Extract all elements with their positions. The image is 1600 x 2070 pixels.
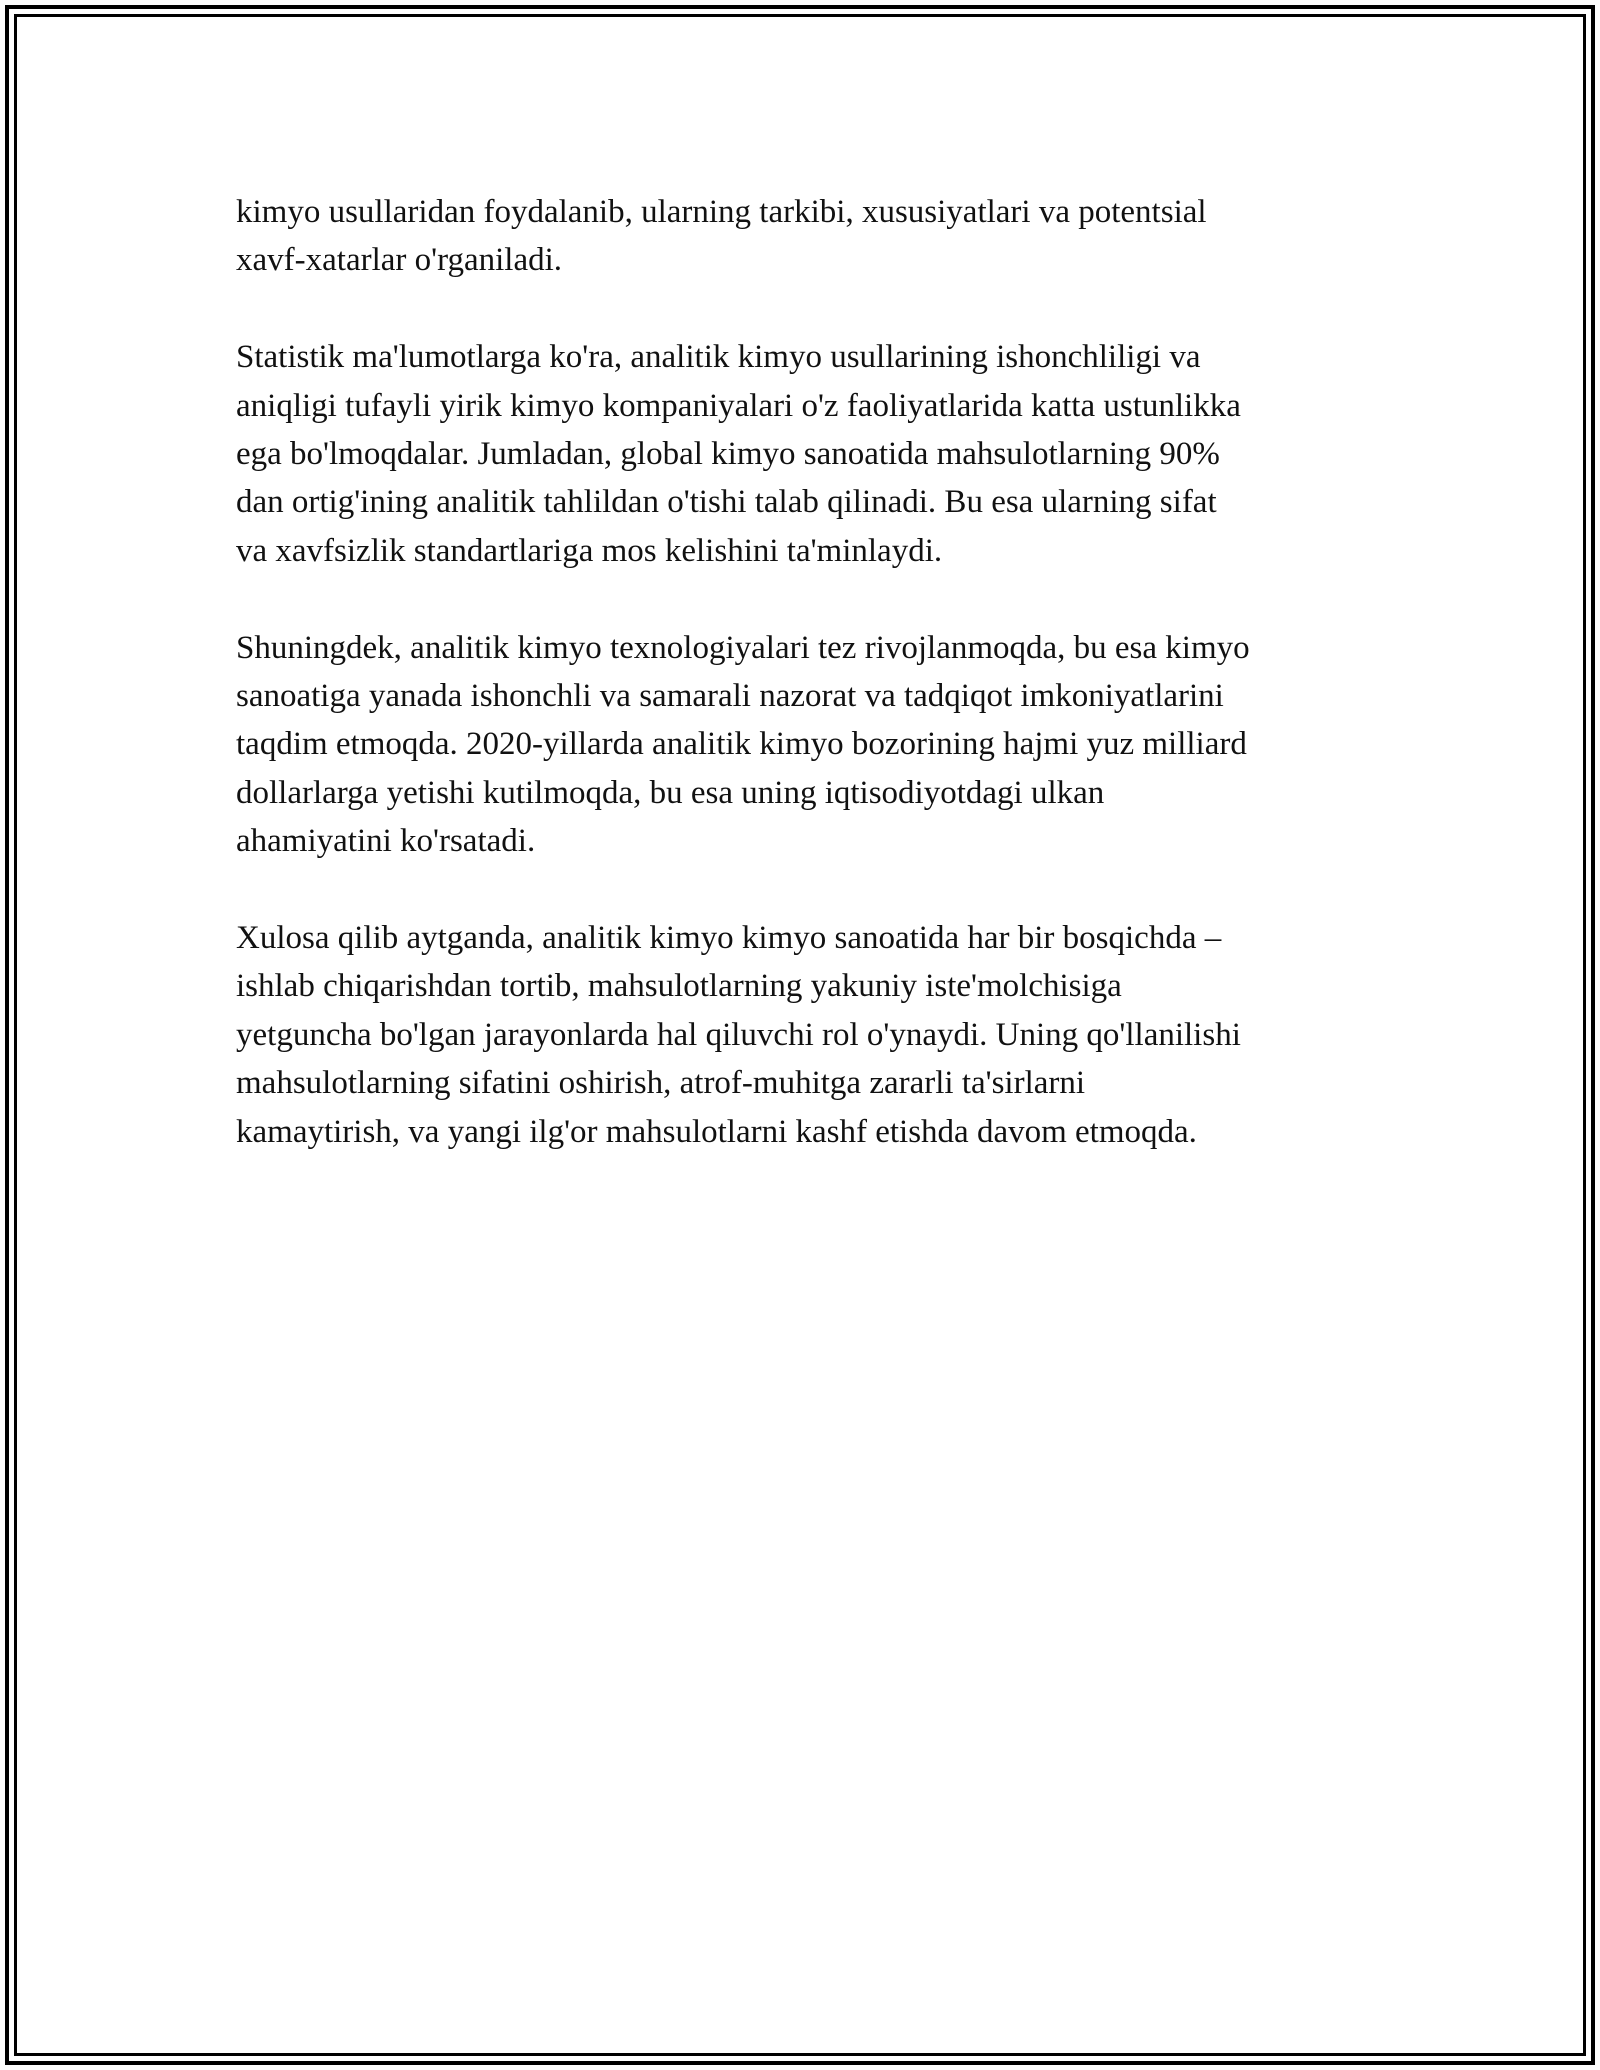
text-line: Shuningdek, analitik kimyo texnologiyalari tez rivojlanmoqda, bu esa kimyo xyxy=(236,629,1250,666)
paragraph-3 xyxy=(236,624,1376,866)
document-body xyxy=(236,188,1376,1204)
text-line: kimyo usullaridan foydalanib, ularning tarkibi, xususiyatlari va potentsial xyxy=(236,194,1207,230)
text-line: aniqligi tufayli yirik kimyo kompaniyalari o'z faoliyatlarida katta ustunlikka xyxy=(236,387,1241,424)
text-line: va xavfsizlik standartlariga mos kelishini ta'minlaydi. xyxy=(236,532,943,569)
text-line: sanoatiga yanada ishonchli va samarali nazorat va tadqiqot imkoniyatlarini xyxy=(236,678,1224,715)
text-line: kamaytirish, va yangi ilg'or mahsulotlarni kashf etishda davom etmoqda. xyxy=(236,1113,1197,1150)
text-line: mahsulotlarning sifatini oshirish, atrof-muhitga zararli ta'sirlarni xyxy=(236,1065,1086,1102)
text-line: ega bo'lmoqdalar. Jumladan, global kimyo sanoatida mahsulotlarning 90% xyxy=(236,436,1220,473)
text-line: ahamiyatini ko'rsatadi. xyxy=(236,823,536,860)
text-line: dollarlarga yetishi kutilmoqda, bu esa uning iqtisodiyotdagi ulkan xyxy=(236,774,1105,811)
text-line: dan ortig'ining analitik tahlildan o'tishi talab qilinadi. Bu esa ularning sifat xyxy=(236,484,1217,521)
text-line: ishlab chiqarishdan tortib, mahsulotlarning yakuniy iste'molchisiga xyxy=(236,968,1122,1005)
paragraph-1 xyxy=(236,188,1376,285)
text-line: Statistik ma'lumotlarga ko'ra, analitik kimyo usullarining ishonchliligi va xyxy=(236,339,1201,376)
paragraph-2 xyxy=(236,333,1376,575)
text-line: Xulosa qilib aytganda, analitik kimyo kimyo sanoatida har bir bosqichda – xyxy=(236,920,1222,957)
paragraph-4 xyxy=(236,914,1376,1156)
text-line: xavf-xatarlar o'rganiladi. xyxy=(236,242,563,279)
text-line: taqdim etmoqda. 2020-yillarda analitik kimyo bozorining hajmi yuz milliard xyxy=(236,726,1247,763)
text-line: yetguncha bo'lgan jarayonlarda hal qiluvchi rol o'ynaydi. Uning qo'llanilishi xyxy=(236,1016,1241,1053)
